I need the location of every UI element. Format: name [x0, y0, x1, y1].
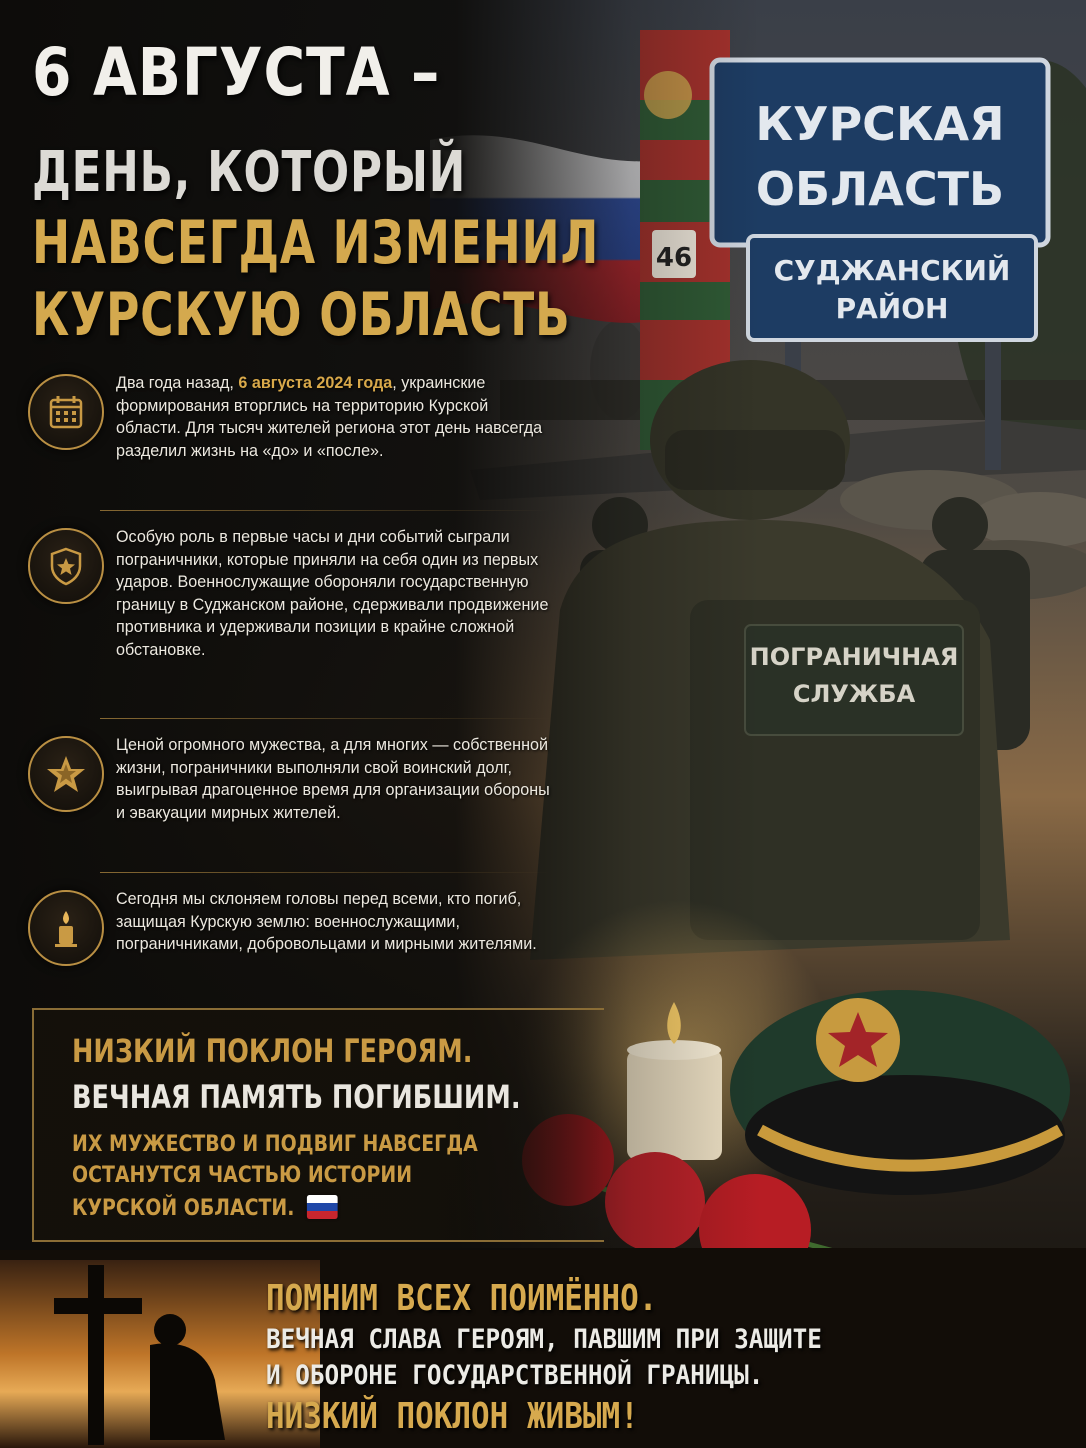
feature-invasion-text: [116, 372, 553, 462]
star-medal-icon: [28, 736, 104, 812]
footer-line-3: И ОБОРОНЕ ГОСУДАРСТВЕННОЙ ГРАНИЦЫ.: [266, 1360, 764, 1391]
title-line-2: ДЕНЬ, КОТОРЫЙ: [32, 140, 467, 205]
tribute-line-1: НИЗКИЙ ПОКЛОН ГЕРОЯМ.: [72, 1032, 473, 1070]
date-highlight: 6 августа 2024 года: [238, 373, 393, 392]
tribute-line-5-text: КУРСКОЙ ОБЛАСТИ.: [72, 1196, 295, 1221]
footer-line-1: ПОМНИМ ВСЕХ ПОИМЁННО.: [266, 1278, 658, 1319]
tribute-box: [32, 1008, 604, 1242]
feature-invasion-text-start: Два года назад,: [116, 373, 239, 392]
tribute-line-2: ВЕЧНАЯ ПАМЯТЬ ПОГИБШИМ.: [72, 1078, 521, 1116]
footer-line-4: НИЗКИЙ ПОКЛОН ЖИВЫМ!: [266, 1396, 639, 1437]
tribute-line-5: [72, 1195, 337, 1221]
feature-invasion-text-end: , украинские формирования вторглись на территорию Курской области. Для тысяч жителей региона этот день навсегда разделил жизнь на «до» и «после».: [116, 373, 543, 460]
feature-border-guards-text: Особую роль в первые часы и дни событий сыграли пограничники, которые приняли на себя один из первых ударов. Военнослужащие обороняли государственную границу в Суджанском районе, сдерживали продвижение противника и удерживали позиции в крайне сложной обстановке.: [116, 527, 549, 659]
feature-courage-text: Ценой огромного мужества, а для многих — собственной жизни, пограничники выполняли свой воинский долг, выигрывая драгоценное время для организации обороны и эвакуации мирных жителей.: [116, 735, 550, 822]
divider: [100, 510, 550, 511]
candle-icon: [28, 890, 104, 966]
tribute-line-3: ИХ МУЖЕСТВО И ПОДВИГ НАВСЕГДА: [72, 1132, 478, 1157]
tribute-line-4: ОСТАНУТСЯ ЧАСТЬЮ ИСТОРИИ: [72, 1163, 413, 1188]
title-line-4: КУРСКУЮ ОБЛАСТЬ: [32, 280, 571, 350]
calendar-icon: [28, 374, 104, 450]
russian-flag-icon: [306, 1195, 337, 1219]
divider: [100, 872, 550, 873]
shield-star-icon: [28, 528, 104, 604]
divider: [100, 718, 550, 719]
footer-line-2: ВЕЧНАЯ СЛАВА ГЕРОЯМ, ПАВШИМ ПРИ ЗАЩИТЕ: [266, 1324, 822, 1355]
feature-memory-text: Сегодня мы склоняем головы перед всеми, кто погиб, защищая Курскую землю: военнослужащими, пограничниками, добровольцами и мирными жителями.: [116, 889, 537, 953]
title-line-3: НАВСЕГДА ИЗМЕНИЛ: [32, 208, 600, 278]
title-line-1: 6 АВГУСТА –: [32, 34, 441, 111]
